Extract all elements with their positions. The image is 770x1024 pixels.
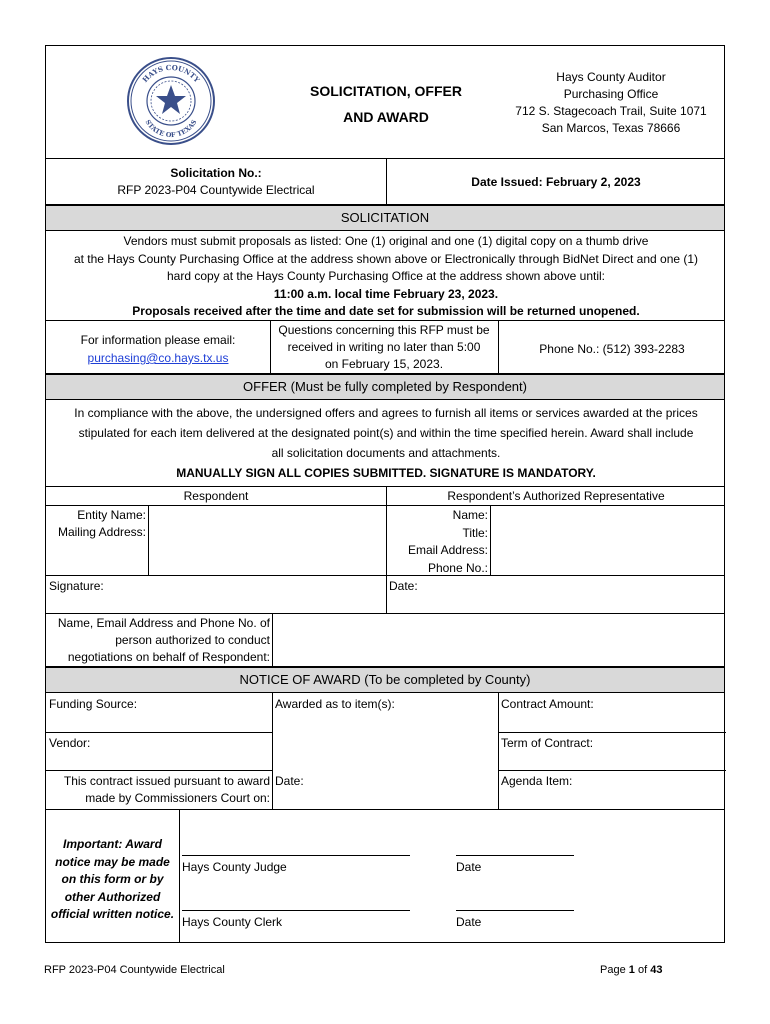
rep-title-label: Title: bbox=[462, 525, 488, 540]
court-award-line2: made by Commissioners Court on: bbox=[85, 791, 270, 805]
signature-date-label: Date: bbox=[389, 579, 418, 593]
sign-notice: MANUALLY SIGN ALL COPIES SUBMITTED. SIGNATURE IS MANDATORY. bbox=[176, 466, 596, 480]
court-award-label bbox=[46, 773, 270, 807]
court-date-label: Date: bbox=[275, 774, 304, 788]
late-notice: Proposals received after the time and date set for submission will be returned unopened. bbox=[132, 304, 640, 318]
svg-text:HAYS COUNTY bbox=[140, 63, 202, 85]
entity-labels bbox=[46, 507, 146, 541]
solicitation-line1: Vendors must submit proposals as listed: One (1) original and one (1) digital copy on a thumb drive bbox=[123, 234, 649, 248]
entity-input[interactable] bbox=[149, 506, 386, 576]
questions-line1: Questions concerning this RFP must be bbox=[278, 323, 490, 337]
signature-field[interactable] bbox=[46, 576, 386, 613]
judge-date-label: Date bbox=[456, 860, 482, 874]
rep-email-label: Email Address: bbox=[407, 543, 488, 557]
judge-signature-line[interactable] bbox=[182, 855, 410, 856]
important-line2: notice may be made bbox=[55, 854, 170, 869]
negotiator-line3: negotiations on behalf of Respondent: bbox=[67, 650, 270, 664]
questions-line2: received in writing no later than 5:00 bbox=[287, 340, 481, 354]
page-total: 43 bbox=[650, 964, 663, 976]
award-heading: NOTICE OF AWARD (To be completed by County) bbox=[46, 668, 724, 692]
office-address bbox=[496, 69, 726, 137]
info-label: For information please email: bbox=[80, 333, 236, 347]
clerk-label: Hays County Clerk bbox=[182, 915, 283, 929]
clerk-signature-line[interactable] bbox=[182, 910, 410, 911]
awarded-items-field[interactable] bbox=[273, 693, 498, 770]
term-of-contract-field[interactable] bbox=[499, 733, 726, 770]
funding-source-field[interactable] bbox=[46, 693, 272, 732]
contract-amount-field[interactable] bbox=[499, 693, 726, 732]
clerk-date-label: Date bbox=[456, 915, 482, 929]
negotiator-line1: Name, Email Address and Phone No. of bbox=[57, 616, 270, 630]
important-line4: other Authorized bbox=[64, 889, 161, 904]
negotiator-line2: person authorized to conduct bbox=[115, 633, 270, 647]
offer-line3: all solicitation documents and attachments. bbox=[271, 446, 501, 460]
seal-text-bottom: STATE OF TEXAS bbox=[143, 118, 199, 140]
solicitation-number-label: Solicitation No.: bbox=[170, 166, 262, 180]
seal-text-top: HAYS COUNTY bbox=[140, 62, 202, 85]
judge-date-line[interactable] bbox=[456, 855, 574, 856]
awarded-items-label: Awarded as to item(s): bbox=[275, 697, 395, 711]
questions-deadline bbox=[270, 322, 498, 373]
offer-terms bbox=[46, 403, 726, 483]
representative-input[interactable] bbox=[491, 506, 726, 576]
date-issued: Date Issued: February 2, 2023 bbox=[471, 175, 641, 189]
important-notice bbox=[46, 836, 179, 924]
title-line2: AND AWARD bbox=[343, 109, 429, 125]
contract-amount-label: Contract Amount: bbox=[501, 697, 594, 711]
footer-page-number bbox=[600, 963, 662, 977]
signature-date-field[interactable] bbox=[387, 576, 726, 613]
solicitation-instructions bbox=[46, 233, 726, 321]
office-line3: 712 S. Stagecoach Trail, Suite 1071 bbox=[515, 104, 707, 118]
county-seal bbox=[126, 56, 216, 146]
vendor-field[interactable] bbox=[46, 733, 272, 770]
court-award-line1: This contract issued pursuant to award bbox=[63, 774, 270, 788]
important-line3: on this form or by bbox=[61, 872, 164, 886]
solicitation-number bbox=[46, 165, 386, 199]
office-line2: Purchasing Office bbox=[563, 87, 659, 101]
phone-number: Phone No.: (512) 393-2283 bbox=[539, 342, 685, 356]
representative-header: Respondent’s Authorized Representative bbox=[447, 489, 665, 503]
representative-labels bbox=[388, 507, 488, 577]
agenda-item-field[interactable] bbox=[499, 771, 726, 809]
negotiator-label bbox=[46, 615, 270, 666]
rep-phone-label: Phone No.: bbox=[427, 560, 488, 575]
office-line1: Hays County Auditor bbox=[556, 70, 666, 84]
solicitation-heading: SOLICITATION bbox=[46, 206, 724, 230]
signature-label: Signature: bbox=[49, 579, 104, 593]
solicitation-form bbox=[45, 45, 725, 943]
agenda-item-label: Agenda Item: bbox=[501, 774, 573, 788]
info-email-link[interactable]: purchasing@co.hays.tx.us bbox=[87, 351, 229, 365]
rep-name-label: Name: bbox=[452, 508, 488, 522]
page-current: 1 bbox=[628, 964, 635, 976]
court-date-field[interactable] bbox=[273, 771, 498, 809]
offer-line1: In compliance with the above, the undersigned offers and agrees to furnish all items or services awarded at the prices bbox=[74, 406, 698, 420]
offer-line2: stipulated for each item delivered at the designated point(s) and within the time specified herein. Award shall include bbox=[78, 426, 694, 440]
vendor-label: Vendor: bbox=[49, 736, 91, 750]
mailing-address-label: Mailing Address: bbox=[57, 525, 146, 539]
negotiator-field[interactable] bbox=[273, 614, 726, 666]
offer-heading: OFFER (Must be fully completed by Respondent) bbox=[46, 375, 724, 399]
footer-doc-name: RFP 2023-P04 Countywide Electrical bbox=[44, 964, 225, 976]
respondent-header: Respondent bbox=[183, 489, 249, 503]
important-line1: Important: Award bbox=[63, 837, 162, 851]
judge-label: Hays County Judge bbox=[182, 860, 287, 874]
solicitation-deadline: 11:00 a.m. local time February 23, 2023. bbox=[273, 286, 499, 301]
form-title bbox=[276, 78, 496, 130]
solicitation-number-value: RFP 2023-P04 Countywide Electrical bbox=[117, 183, 315, 197]
entity-name-label: Entity Name: bbox=[77, 508, 146, 522]
solicitation-line2: at the Hays County Purchasing Office at the address shown above or Electronically through BidNet Direct and one (1) bbox=[73, 251, 699, 266]
info-contact bbox=[46, 331, 270, 367]
page-of: of bbox=[637, 964, 648, 976]
important-line5: official written notice. bbox=[50, 907, 175, 921]
solicitation-line3: hard copy at the Hays County Purchasing Office at the address shown above until: bbox=[166, 269, 606, 283]
questions-line3: on February 15, 2023. bbox=[324, 357, 444, 371]
term-of-contract-label: Term of Contract: bbox=[501, 736, 594, 750]
clerk-date-line[interactable] bbox=[456, 910, 574, 911]
title-line1: SOLICITATION, OFFER bbox=[310, 83, 462, 99]
funding-source-label: Funding Source: bbox=[49, 697, 138, 711]
page-prefix: Page bbox=[600, 964, 626, 976]
office-line4: San Marcos, Texas 78666 bbox=[541, 121, 681, 135]
